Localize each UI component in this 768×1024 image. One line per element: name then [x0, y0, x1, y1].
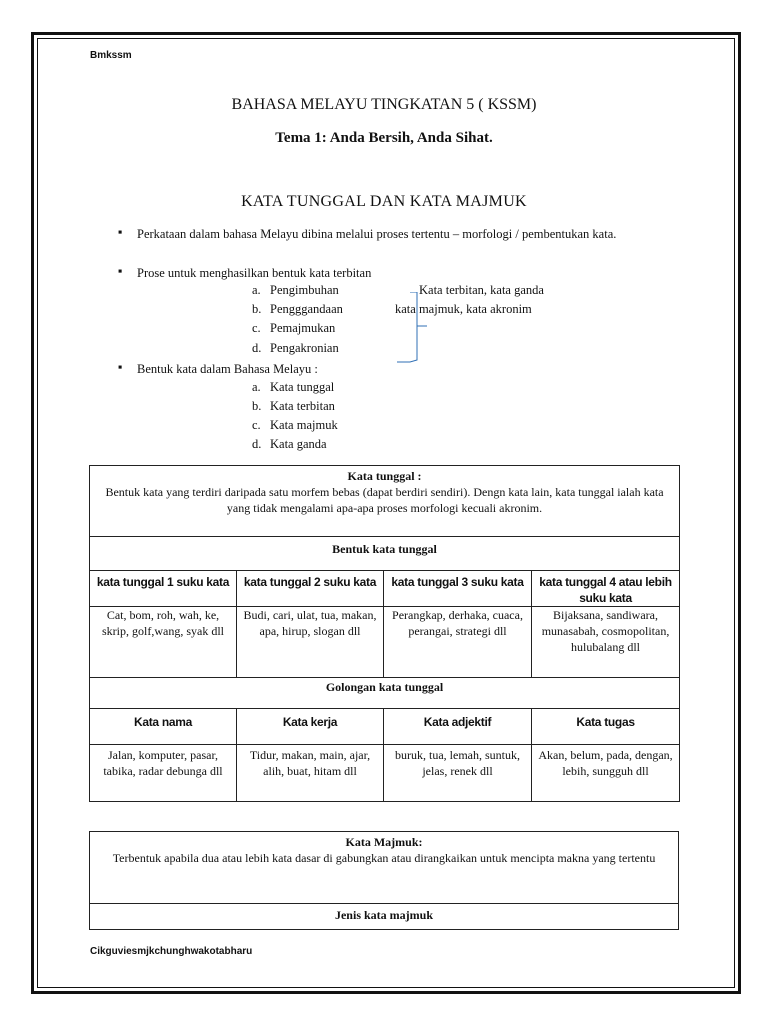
bullet-marker: ▪ [118, 225, 123, 239]
main-title: BAHASA MELAYU TINGKATAN 5 ( KSSM) [231, 96, 537, 113]
brace-note-2: kata majmuk, kata akronim [395, 302, 532, 316]
list-item: a. Kata tunggal [252, 380, 335, 394]
list-item: d. Pengakronian [252, 341, 339, 355]
footer-label: Cikguviesmjkchunghwakotabharu [90, 946, 253, 957]
list-item: b. Kata terbitan [252, 399, 335, 413]
column-header: kata tunggal 4 atau lebih suku kata [532, 571, 680, 607]
table-cell: buruk, tua, lemah, suntuk, jelas, renek dll [384, 745, 532, 802]
bullet-text-1: Perkataan dalam bahasa Melayu dibina melalui proses tertentu – morfologi / pembentukan kata. [137, 227, 617, 241]
bullet-text-3: Bentuk kata dalam Bahasa Melayu : [137, 362, 318, 376]
list-item: c. Pemajmukan [252, 321, 336, 335]
list-item: c. Kata majmuk [252, 418, 338, 432]
table-cell: Cat, bom, roh, wah, ke, skrip, golf,wang, syak dll [90, 607, 237, 678]
theme-title: Tema 1: Anda Bersih, Anda Sihat. [275, 130, 493, 146]
brace-note-1: Kata terbitan, kata ganda [419, 283, 544, 297]
header-label: Bmkssm [90, 50, 132, 61]
table-cell: Jalan, komputer, pasar, tabika, radar debunga dll [90, 745, 237, 802]
kata-tunggal-table [89, 465, 680, 802]
table-cell: Perangkap, derhaka, cuaca, perangai, strategi dll [384, 607, 532, 678]
kata-tunggal-title: Kata tunggal : [347, 469, 422, 483]
kata-tunggal-description: Bentuk kata yang terdiri daripada satu morfem bebas (dapat berdiri sendiri). Dengn kata lain, kata tunggal ialah kata yang tidak mengalami apa-apa proses morfologi kecuali akronim. [105, 485, 664, 515]
bullet-text-2: Prose untuk menghasilkan bentuk kata terbitan [137, 266, 372, 280]
table-cell: Budi, cari, ulat, tua, makan, apa, hirup, slogan dll [237, 607, 384, 678]
kata-tunggal-definition-cell [90, 466, 680, 537]
jenis-kata-majmuk-title: Jenis kata majmuk [90, 904, 679, 930]
column-header: Kata tugas [532, 709, 680, 745]
list-item: b. Pengggandaan [252, 302, 343, 316]
section-title: KATA TUNGGAL DAN KATA MAJMUK [241, 193, 527, 210]
table-cell: Akan, belum, pada, dengan, lebih, sungguh dll [532, 745, 680, 802]
brace-icon [395, 292, 435, 372]
column-header: kata tunggal 2 suku kata [237, 571, 384, 607]
bentuk-kata-tunggal-title: Bentuk kata tunggal [90, 537, 680, 571]
bullet-marker: ▪ [118, 360, 123, 374]
kata-majmuk-table [89, 831, 679, 930]
list-item: a. Pengimbuhan [252, 283, 339, 297]
table-cell: Bijaksana, sandiwara, munasabah, cosmopolitan, hulubalang dll [532, 607, 680, 678]
table-cell: Tidur, makan, main, ajar, alih, buat, hitam dll [237, 745, 384, 802]
column-header: Kata nama [90, 709, 237, 745]
kata-majmuk-title: Kata Majmuk: [345, 835, 423, 849]
kata-majmuk-definition-cell [90, 832, 679, 904]
column-header: Kata adjektif [384, 709, 532, 745]
column-header: kata tunggal 1 suku kata [90, 571, 237, 607]
bullet-marker: ▪ [118, 264, 123, 278]
column-header: Kata kerja [237, 709, 384, 745]
list-item: d. Kata ganda [252, 437, 327, 451]
golongan-kata-tunggal-title: Golongan kata tunggal [90, 678, 680, 709]
column-header: kata tunggal 3 suku kata [384, 571, 532, 607]
kata-majmuk-description: Terbentuk apabila dua atau lebih kata dasar di gabungkan atau dirangkaikan untuk mencipta makna yang tertentu [112, 851, 656, 865]
